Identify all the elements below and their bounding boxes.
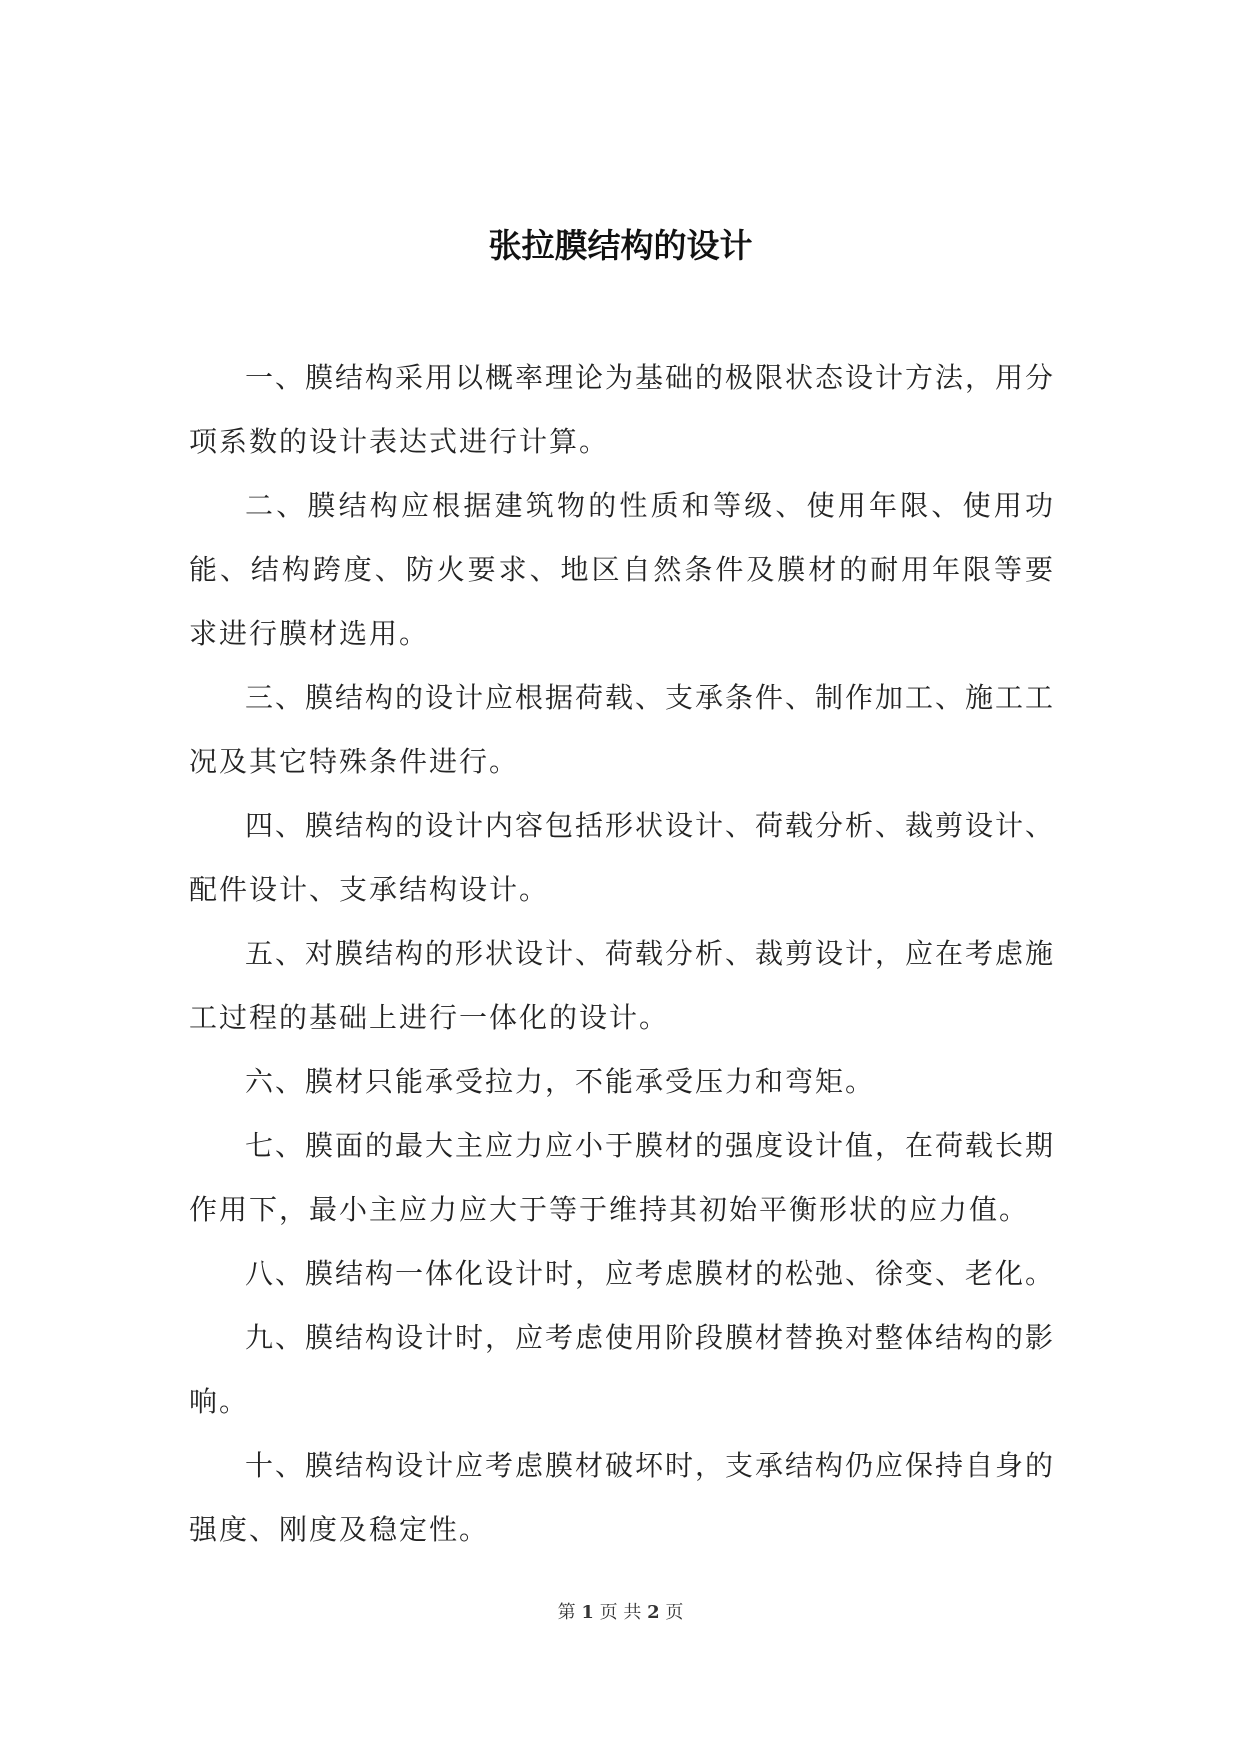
paragraph-9: 九、膜结构设计时，应考虑使用阶段膜材替换对整体结构的影响。 (189, 1321, 1056, 1418)
footer-middle: 页 共 (599, 1602, 642, 1623)
current-page-number: 1 (581, 1602, 594, 1623)
paragraph-4: 四、膜结构的设计内容包括形状设计、荷载分析、裁剪设计、配件设计、支承结构设计。 (189, 809, 1056, 906)
paragraph-10: 十、膜结构设计应考虑膜材破坏时，支承结构仍应保持自身的强度、刚度及稳定性。 (189, 1449, 1056, 1546)
page-number-footer (0, 1600, 1241, 1626)
paragraph-6: 六、膜材只能承受拉力，不能承受压力和弯矩。 (245, 1065, 876, 1098)
paragraph-2: 二、膜结构应根据建筑物的性质和等级、使用年限、使用功能、结构跨度、防火要求、地区自然条件及膜材的耐用年限等要求进行膜材选用。 (189, 489, 1055, 650)
footer-suffix: 页 (665, 1602, 684, 1623)
document-body (189, 346, 1055, 1562)
paragraph-7: 七、膜面的最大主应力应小于膜材的强度设计值，在荷载长期作用下，最小主应力应大于等于维持其初始平衡形状的应力值。 (189, 1129, 1056, 1226)
total-page-number: 2 (647, 1602, 660, 1623)
footer-prefix: 第 (557, 1602, 576, 1623)
paragraph-8: 八、膜结构一体化设计时，应考虑膜材的松弛、徐变、老化。 (245, 1257, 1056, 1290)
document-title: 张拉膜结构的设计 (488, 226, 753, 265)
paragraph-5: 五、对膜结构的形状设计、荷载分析、裁剪设计，应在考虑施工过程的基础上进行一体化的设计。 (189, 937, 1056, 1034)
paragraph-3: 三、膜结构的设计应根据荷载、支承条件、制作加工、施工工况及其它特殊条件进行。 (189, 681, 1056, 778)
paragraph-1: 一、膜结构采用以概率理论为基础的极限状态设计方法，用分项系数的设计表达式进行计算。 (189, 361, 1056, 458)
